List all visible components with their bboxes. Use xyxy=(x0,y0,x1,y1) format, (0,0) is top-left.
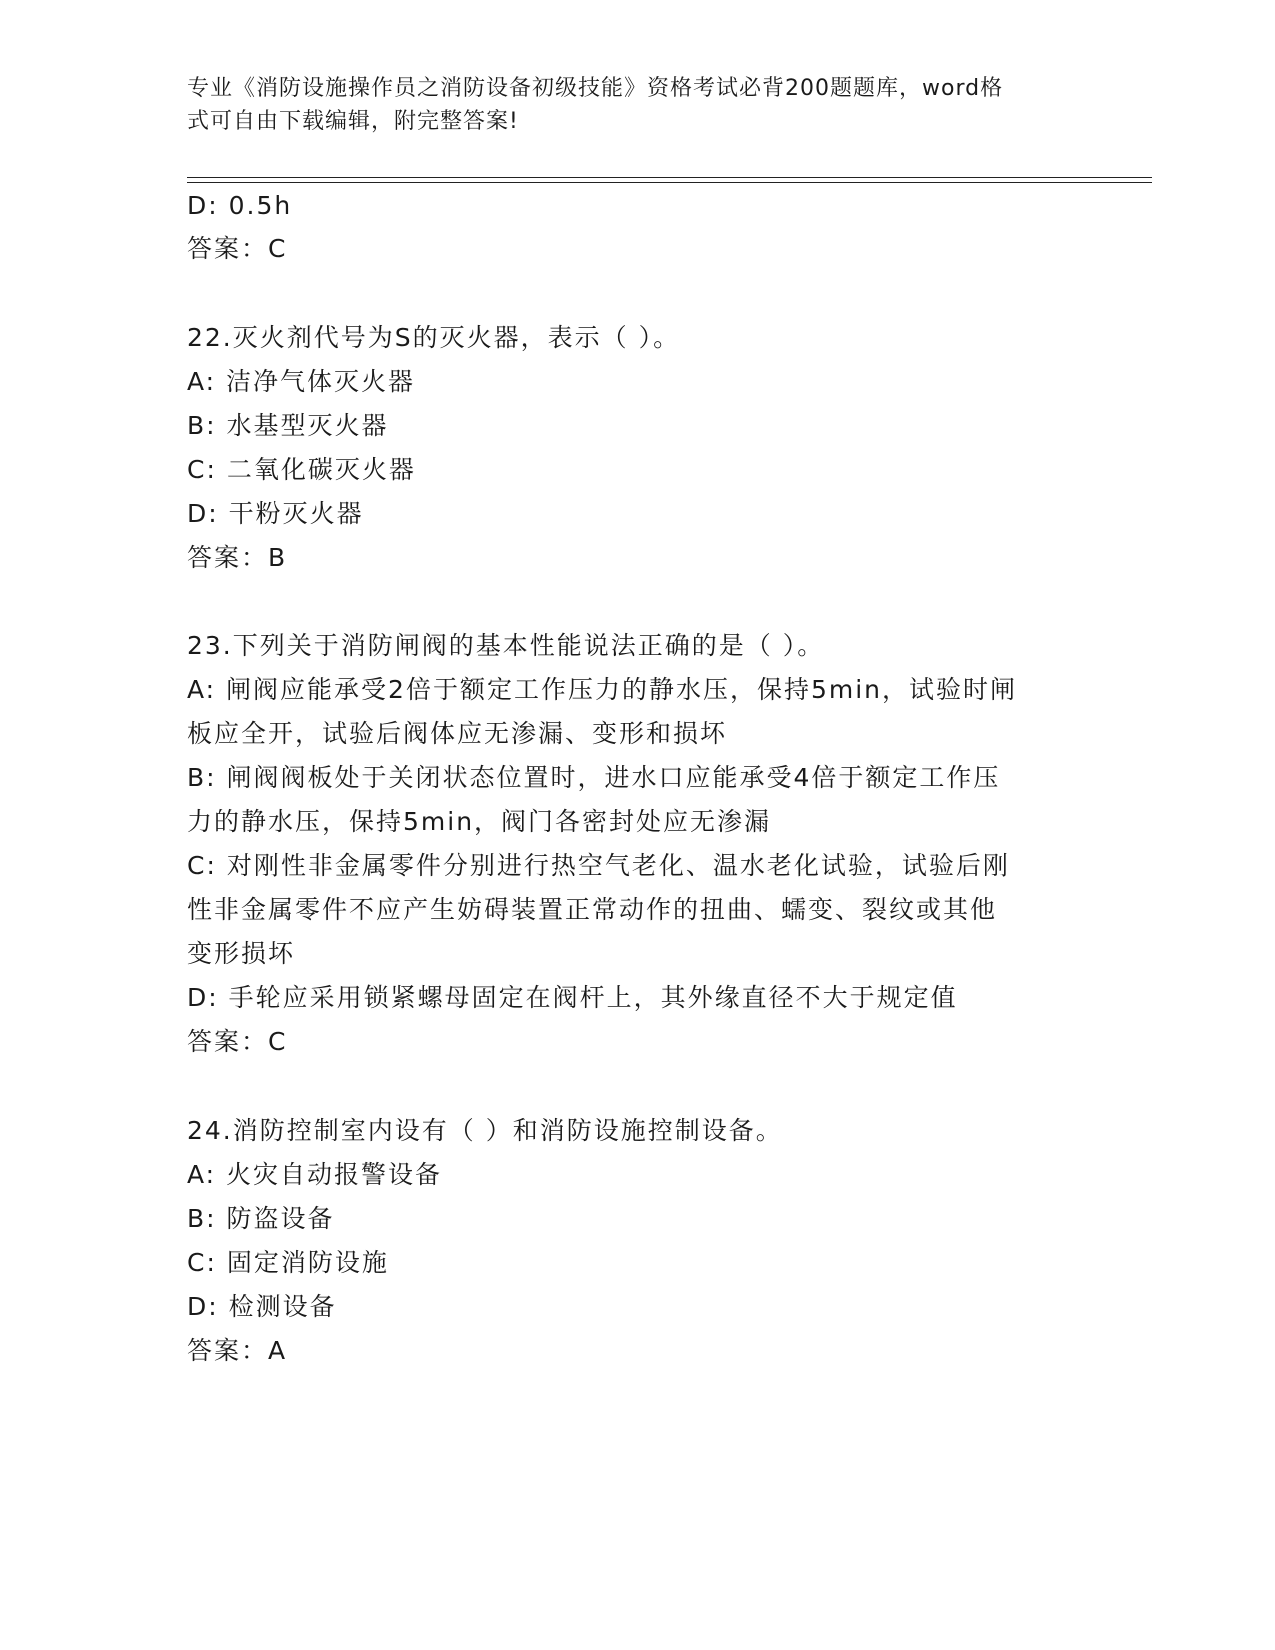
question-23-stem: 23.下列关于消防闸阀的基本性能说法正确的是（ ）。 xyxy=(187,631,825,660)
question-22-answer: 答案：B xyxy=(187,543,288,572)
question-24-option-d: D: 检测设备 xyxy=(187,1292,337,1321)
question-24-option-a: A: 火灾自动报警设备 xyxy=(187,1160,443,1189)
question-24-stem: 24.消防控制室内设有（ ）和消防设施控制设备。 xyxy=(187,1116,783,1145)
header-line-1: 专业《消防设施操作员之消防设备初级技能》资格考试必背200题题库，word格 xyxy=(187,76,1004,101)
question-23-answer: 答案：C xyxy=(187,1027,288,1056)
question-23-option-d: D: 手轮应采用锁紧螺母固定在阀杆上，其外缘直径不大于规定值 xyxy=(187,983,958,1012)
question-23-option-c-line-3: 变形损坏 xyxy=(187,939,296,968)
header-rule-top xyxy=(187,177,1152,178)
question-22-option-b: B: 水基型灭火器 xyxy=(187,411,389,440)
question-22-option-c: C: 二氧化碳灭火器 xyxy=(187,455,416,484)
question-24-option-c: C: 固定消防设施 xyxy=(187,1248,389,1277)
header-line-2: 式可自由下载编辑，附完整答案! xyxy=(187,109,519,134)
carryover-option-d: D: 0.5h xyxy=(187,191,293,220)
question-22-stem: 22.灭火剂代号为S的灭火器，表示（ ）。 xyxy=(187,323,681,352)
carryover-answer: 答案：C xyxy=(187,234,288,263)
question-23-option-c-line-2: 性非金属零件不应产生妨碍装置正常动作的扭曲、蠕变、裂纹或其他 xyxy=(187,895,998,924)
question-23-option-b-line-1: B: 闸阀阀板处于关闭状态位置时，进水口应能承受4倍于额定工作压 xyxy=(187,763,1001,792)
question-22-option-a: A: 洁净气体灭火器 xyxy=(187,367,416,396)
question-24-option-b: B: 防盗设备 xyxy=(187,1204,335,1233)
question-23-option-c-line-1: C: 对刚性非金属零件分别进行热空气老化、温水老化试验，试验后刚 xyxy=(187,851,1010,880)
document-header xyxy=(187,72,1067,138)
question-22-option-d: D: 干粉灭火器 xyxy=(187,499,364,528)
question-24-answer: 答案：A xyxy=(187,1336,288,1365)
question-23-option-b-line-2: 力的静水压，保持5min，阀门各密封处应无渗漏 xyxy=(187,807,772,836)
header-rule-bottom xyxy=(187,182,1152,183)
question-23-option-a-line-2: 板应全开，试验后阀体应无渗漏、变形和损坏 xyxy=(187,719,728,748)
question-23-option-a-line-1: A: 闸阀应能承受2倍于额定工作压力的静水压，保持5min，试验时闸 xyxy=(187,675,1017,704)
